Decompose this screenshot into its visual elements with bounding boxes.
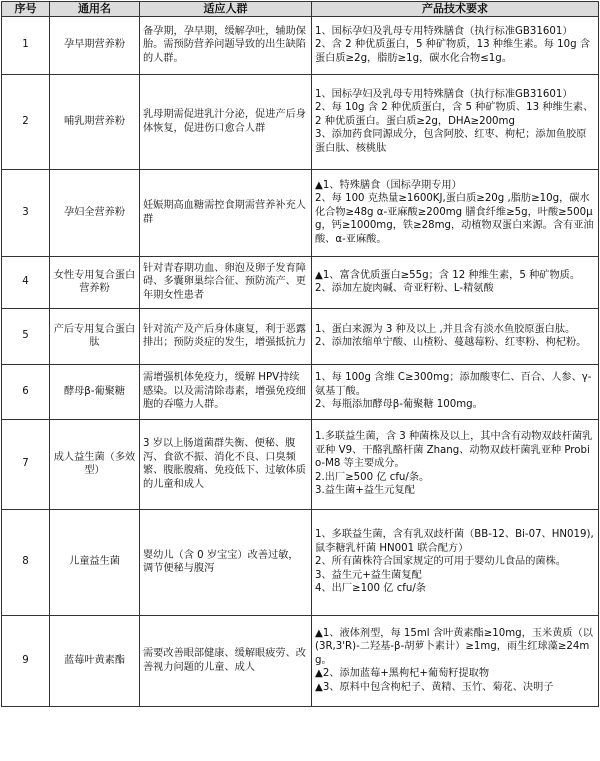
target-crowd: 婴幼儿（含 0 岁宝宝）改善过敏，调节便秘与腹泻 — [140, 509, 312, 615]
target-crowd: 需增强机体免疫力，缓解 HPV持续感染。以及需清除毒素，增强免疫细胞的吞噬力人群。 — [140, 364, 312, 419]
requirement-line: ▲1、液体剂型，每 15ml 含叶黄素酯≥10mg，玉米黄质（以(3R,3'R)-二羟基-β-胡萝卜素计）≥1mg，雨生红球藻≥24mg。 — [315, 627, 593, 666]
requirements-cell — [312, 16, 599, 74]
target-crowd: 备孕期，孕早期，缓解孕吐，辅助保胎。需预防营养问题导致的出生缺陷的人群。 — [140, 16, 312, 74]
table-row — [2, 509, 599, 615]
product-name: 哺乳期营养粉 — [50, 74, 140, 169]
requirement-line: 1、蛋白来源为 3 种及以上 ,并且含有淡水鱼胶原蛋白肽。 — [315, 323, 576, 335]
header-no: 序号 — [2, 2, 50, 17]
table-row — [2, 308, 599, 364]
requirements-cell — [312, 364, 599, 419]
target-crowd: 妊娠期高血糖需控食期需营养补充人群 — [140, 169, 312, 256]
requirements-cell — [312, 615, 599, 706]
product-name: 孕早期营养粉 — [50, 16, 140, 74]
product-name: 产后专用复合蛋白肽 — [50, 308, 140, 364]
target-crowd: 针对流产及产后身体康复，利于恶露排出；预防炎症的发生，增强抵抗力 — [140, 308, 312, 364]
target-crowd: 3 岁以上肠道菌群失衡、便秘、腹泻、食欲不振、消化不良、口臭频繁、腹胀腹痛、免疫低下、过敏体质的儿童和成人 — [140, 419, 312, 509]
header-crowd: 适应人群 — [140, 2, 312, 17]
table-row — [2, 16, 599, 74]
requirement-line: 1.多联益生菌，含 3 种菌株及以上，其中含有动物双歧杆菌乳亚种 V9、干酪乳酪杆菌 Zhang、动物双歧杆菌乳亚种 Probio-M8 等主要成分。 — [315, 431, 593, 470]
row-number: 7 — [2, 419, 50, 509]
row-number: 2 — [2, 74, 50, 169]
table-header-row — [2, 2, 599, 17]
requirement-line: 3、益生元+益生菌复配 — [315, 569, 422, 581]
target-crowd: 针对青春期功血、卵泡及卵子发育障碍、多囊卵巢综合征、预防流产、更年期女性患者 — [140, 256, 312, 308]
product-requirements-table — [1, 1, 599, 707]
requirement-line: 3、添加药食同源成分，包含阿胶、红枣、枸杞；添加鱼胶原蛋白肽、核桃肽 — [315, 129, 587, 154]
requirement-line: 1、多联益生菌，含有乳双歧杆菌（BB-12、Bi-07、HN019),鼠李糖乳杆菌 HN001 联合配方） — [315, 529, 594, 554]
row-number: 3 — [2, 169, 50, 256]
header-requirements: 产品技术要求 — [312, 2, 599, 17]
row-number: 5 — [2, 308, 50, 364]
requirement-line: 2.出厂≥500 亿 cfu/条。 — [315, 471, 430, 483]
requirement-line: ▲1、特殊膳食（国标孕期专用） — [315, 179, 462, 191]
requirement-line: 2、每 100 克热量≥1600KJ,蛋白质≥20g ,脂肪≥10g，碳水化合物≥48g α-亚麻酸≥200mg 膳食纤维≥5g，叶酸≥500μg，钙≥1000mg，铁≥28mg，动植物双蛋白来源。含有亚油酸、α-亚麻酸。 — [315, 193, 594, 245]
requirement-line: 2、每瓶添加酵母β-葡聚糖 100mg。 — [315, 399, 483, 411]
requirement-line: 2、每 10g 含 2 种优质蛋白，含 5 种矿物质、13 种维生素、2 种优质蛋白。蛋白质≥2g，DHA≥200mg — [315, 102, 594, 127]
table-row — [2, 256, 599, 308]
requirements-cell — [312, 509, 599, 615]
row-number: 9 — [2, 615, 50, 706]
product-name: 成人益生菌（多效型） — [50, 419, 140, 509]
requirement-line: 1、国标孕妇及乳母专用特殊膳食（执行标准GB31601） — [315, 88, 573, 100]
requirement-line: 2、含 2 种优质蛋白，5 种矿物质，13 种维生素。每 10g 含蛋白质≥2g，脂肪≥1g，碳水化合物≤1g。 — [315, 39, 591, 64]
requirement-line: ▲1、富含优质蛋白≥55g；含 12 种维生素，5 种矿物质。 — [315, 269, 581, 281]
table-row — [2, 364, 599, 419]
row-number: 4 — [2, 256, 50, 308]
product-name: 孕妇全营养粉 — [50, 169, 140, 256]
requirements-cell — [312, 169, 599, 256]
requirement-line: 3.益生菌+益生元复配 — [315, 485, 415, 497]
product-name: 儿童益生菌 — [50, 509, 140, 615]
table-row — [2, 419, 599, 509]
table-row — [2, 169, 599, 256]
target-crowd: 需要改善眼部健康、缓解眼疲劳、改善视力问题的儿童、成人 — [140, 615, 312, 706]
table-row — [2, 74, 599, 169]
requirements-cell — [312, 74, 599, 169]
product-name: 蓝莓叶黄素酯 — [50, 615, 140, 706]
requirement-line: 2、添加浓缩单宁酸、山楂粉、蔓越莓粉、红枣粉、枸杞粉。 — [315, 337, 587, 348]
header-name: 通用名 — [50, 2, 140, 17]
table-row — [2, 615, 599, 706]
requirements-cell — [312, 308, 599, 364]
requirement-line: 1、每 100g 含维 C≥300mg；添加酸枣仁、百合、人参、γ-氨基丁酸。 — [315, 372, 592, 397]
requirement-line: 1、国标孕妇及乳母专用特殊膳食（执行标准GB31601） — [315, 25, 573, 37]
requirements-cell — [312, 419, 599, 509]
row-number: 6 — [2, 364, 50, 419]
requirement-line: ▲2、添加蓝莓+黑枸杞+葡萄籽提取物 — [315, 668, 490, 680]
requirement-line: 2、添加左旋肉碱、奇亚籽粉、L-精氨酸 — [315, 283, 494, 294]
requirement-line: 4、出厂≥100 亿 cfu/条 — [315, 583, 426, 595]
product-name: 女性专用复合蛋白营养粉 — [50, 256, 140, 308]
target-crowd: 乳母期需促进乳汁分泌，促进产后身体恢复，促进伤口愈合人群 — [140, 74, 312, 169]
product-name: 酵母β-葡聚糖 — [50, 364, 140, 419]
row-number: 8 — [2, 509, 50, 615]
row-number: 1 — [2, 16, 50, 74]
requirement-line: ▲3、原料中包含枸杞子、黄精、玉竹、菊花、决明子 — [315, 681, 554, 693]
requirement-line: 2、所有菌株符合国家规定的可用于婴幼儿食品的菌株。 — [315, 556, 566, 568]
requirements-cell — [312, 256, 599, 308]
